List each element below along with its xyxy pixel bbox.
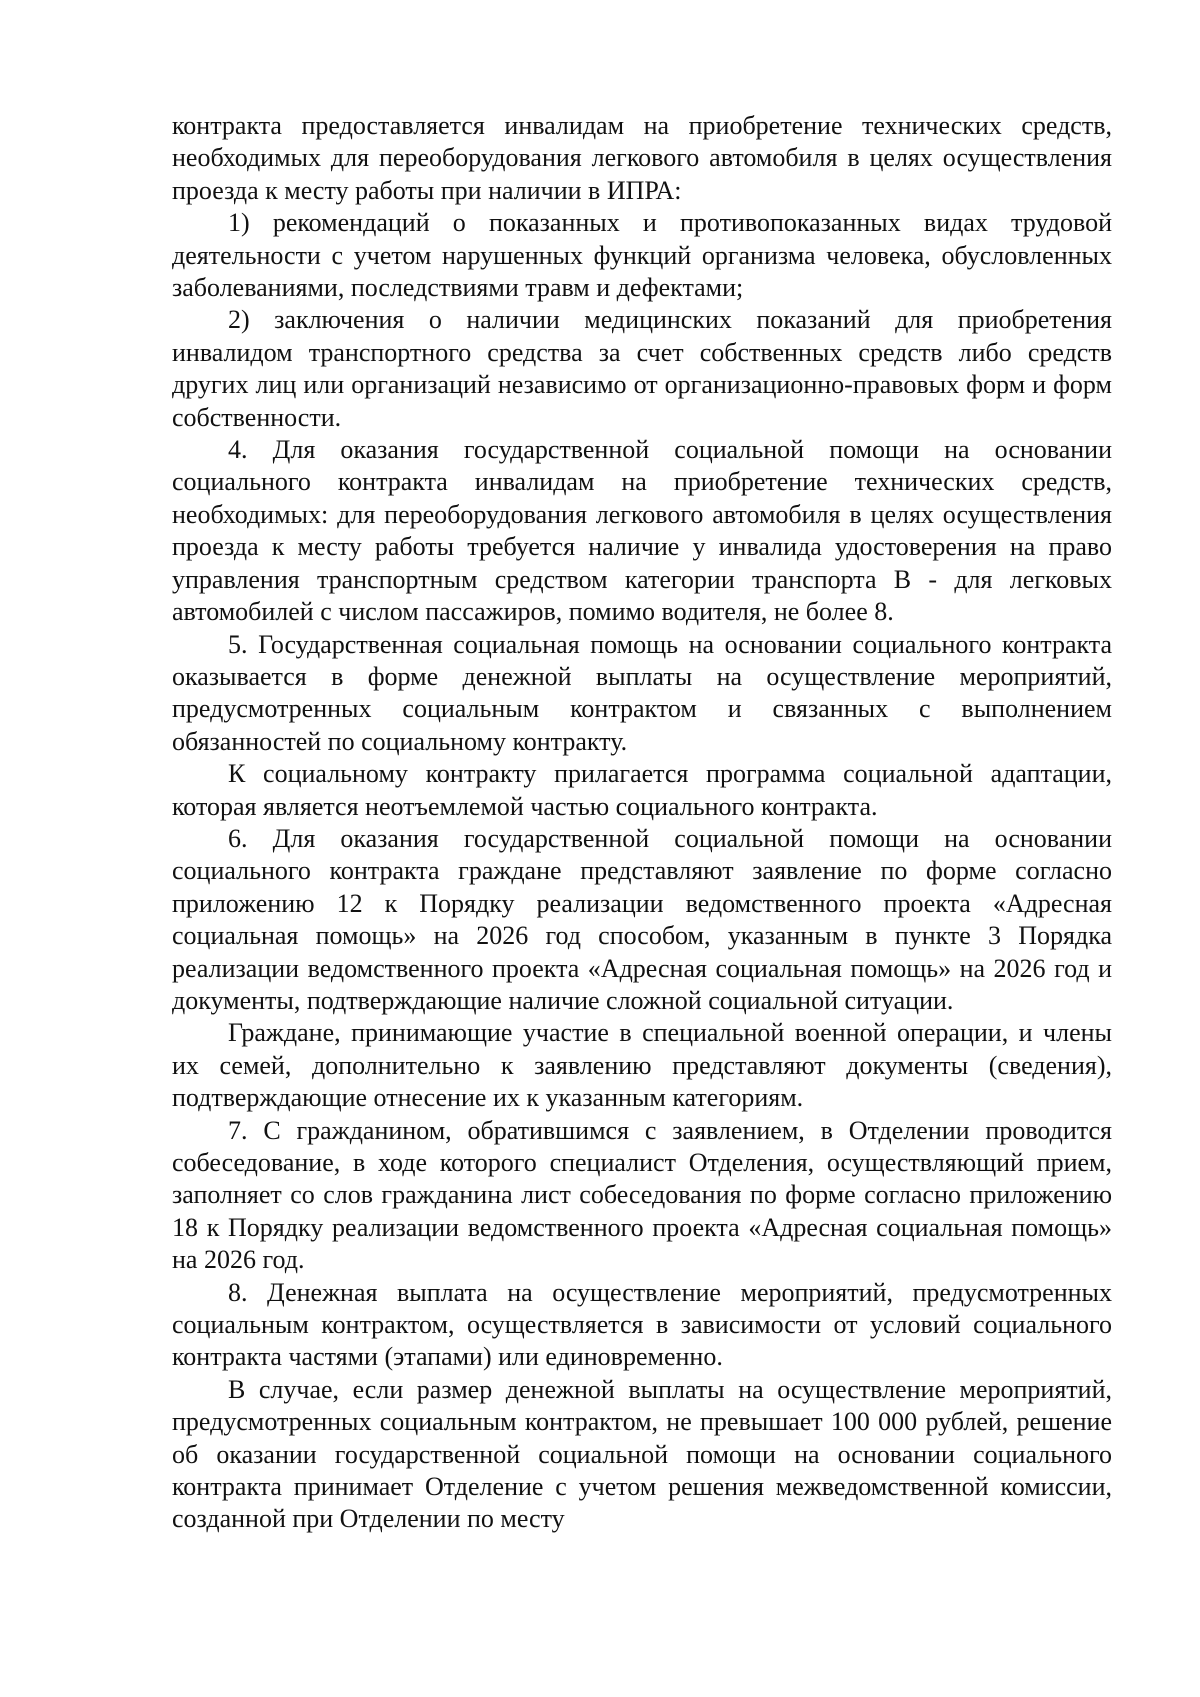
paragraph-clause-6: 6. Для оказания государственной социальной помощи на основании социального контракта граждане представляют заявление по форме согласно приложению 12 к Порядку реализации ведомственного проекта «Адресная социальная помощь» на 2026 год способом, указанным в пункте 3 Порядка реализации ведомственного проекта «Адресная социальная помощь» на 2026 год и документы, подтверждающие наличие сложной социальной ситуации. [172,823,1112,1015]
paragraph-clause-8: 8. Денежная выплата на осуществление мероприятий, предусмотренных социальным контрактом, осуществляется в зависимости от условий социального контракта частями (этапами) или единовременно. [172,1277,1112,1372]
paragraph-item-1: 1) рекомендаций о показанных и противопоказанных видах трудовой деятельности с учетом нарушенных функций организма человека, обусловленных заболеваниями, последствиями травм и дефектами; [172,208,1112,303]
paragraph-continuation: контракта предоставляется инвалидам на приобретение технических средств, необходимых для переоборудования легкового автомобиля в целях осуществления проезда к месту работы при наличии в ИПРА: [172,111,1112,205]
paragraph-payment-threshold: В случае, если размер денежной выплаты на осуществление мероприятий, предусмотренных социальным контрактом, не превышает 100 000 рублей, решение об оказании государственной социальной помощи на основании социального контракта принимает Отделение с учетом решения межведомственной комиссии, созданной при Отделении по месту [172,1374,1112,1534]
paragraph-item-2: 2) заключения о наличии медицинских показаний для приобретения инвалидом транспортного средства за счет собственных средств либо средств других лиц или организаций независимо от организационно-правовых форм и форм собственности. [172,305,1112,432]
paragraph-military-families: Граждане, принимающие участие в специальной военной операции, и члены их семей, дополнительно к заявлению представляют документы (сведения), подтверждающие отнесение их к указанным категориям. [172,1018,1112,1113]
paragraph-clause-5: 5. Государственная социальная помощь на основании социального контракта оказывается в форме денежной выплаты на осуществление мероприятий, предусмотренных социальным контрактом и связанных с выполнением обязанностей по социальному контракту. [172,629,1112,756]
paragraph-adaptation-program: К социальному контракту прилагается программа социальной адаптации, которая является неотъемлемой частью социального контракта. [172,759,1112,821]
paragraph-clause-7: 7. С гражданином, обратившимся с заявлением, в Отделении проводится собеседование, в ходе которого специалист Отделения, осуществляющий прием, заполняет со слов гражданина лист собеседования по форме согласно приложению 18 к Порядку реализации ведомственного проекта «Адресная социальная помощь» на 2026 год. [172,1115,1112,1275]
document-page [172,110,1112,1536]
paragraph-clause-4: 4. Для оказания государственной социальной помощи на основании социального контракта инвалидам на приобретение технических средств, необходимых: для переоборудования легкового автомобиля в целях осуществления проезда к месту работы требуется наличие у инвалида удостоверения на право управления транспортным средством категории транспорта В - для легковых автомобилей с числом пассажиров, помимо водителя, не более 8. [172,435,1112,627]
